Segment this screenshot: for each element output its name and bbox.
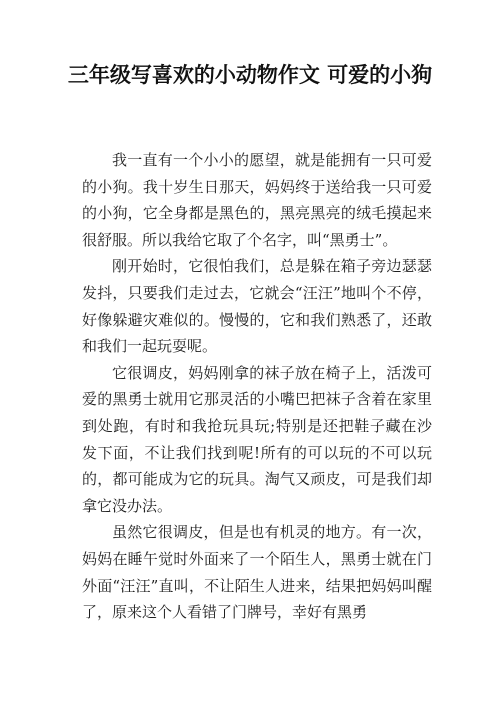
document-body [82,147,432,626]
paragraph-3: 它很调皮，妈妈刚拿的袜子放在椅子上，活泼可爱的黑勇士就用它那灵活的小嘴巴把袜子含着在家里到处跑，有时和我抢玩具玩;特别是还把鞋子藏在沙发下面，不让我们找到呢!所有的可以玩的不可以玩的，都可能成为它的玩具。淘气又顽皮，可是我们却拿它没办法。 [82,363,432,515]
document-title: 三年级写喜欢的小动物作文 可爱的小狗 [67,63,433,87]
paragraph-1: 我一直有一个小小的愿望，就是能拥有一只可爱的小狗。我十岁生日那天，妈妈终于送给我一只可爱的小狗，它全身都是黑色的，黑亮黑亮的绒毛摸起来很舒服。所以我给它取了个名字，叫“黑勇士”。 [82,151,432,249]
paragraph-2: 刚开始时，它很怕我们，总是躲在箱子旁边瑟瑟发抖，只要我们走过去，它就会“汪汪”地叫个不停，好像躲避灾难似的。慢慢的，它和我们熟悉了，还敢和我们一起玩耍呢。 [82,257,432,356]
paragraph-4: 虽然它很调皮，但是也有机灵的地方。有一次，妈妈在睡午觉时外面来了一个陌生人，黑勇士就在门外面“汪汪”直叫，不让陌生人进来，结果把妈妈叫醒了，原来这个人看错了门牌号，幸好有黑勇 [82,523,432,622]
